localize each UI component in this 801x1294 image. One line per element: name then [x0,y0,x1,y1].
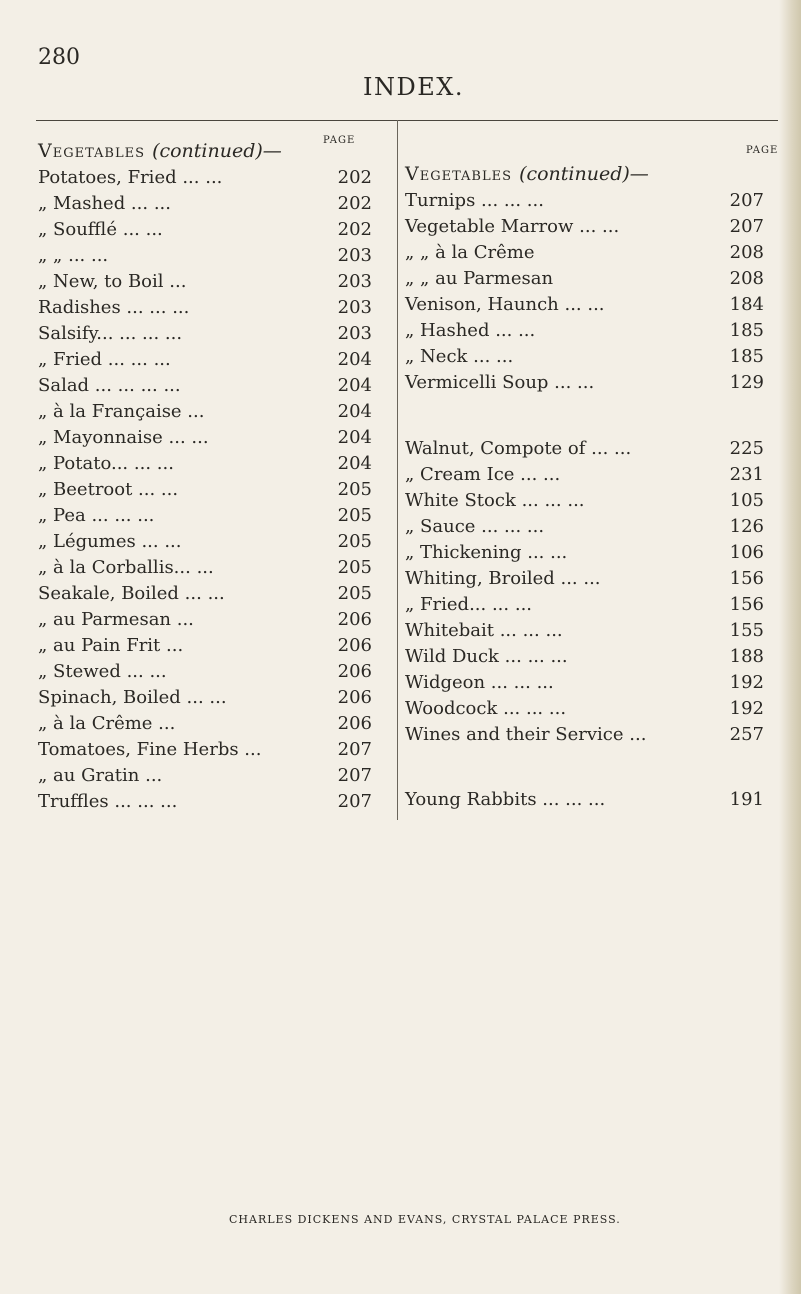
index-entry [38,789,372,815]
entry-page-number: 257 [729,724,764,745]
entry-page-number: 192 [729,698,764,719]
index-entry [38,217,372,243]
index-entry [405,344,764,370]
entry-page-number: 191 [729,789,764,810]
index-entry [38,165,372,191]
index-entry [405,214,764,240]
entry-page-number: 192 [729,672,764,693]
entry-text: „ Stewed ... ... [38,661,167,682]
right-column-header [405,163,649,185]
entry-text: White Stock ... ... ... [405,490,585,511]
entry-text: „ Hashed ... ... [405,320,536,341]
entry-page-number: 204 [337,453,372,474]
column-divider [397,120,398,820]
index-entry [38,451,372,477]
page-edge-shadow [779,0,801,1294]
entry-text: Tomatoes, Fine Herbs ... [38,739,262,760]
entry-page-number: 208 [729,242,764,263]
entry-text: „ au Gratin ... [38,765,163,786]
index-entry [38,295,372,321]
index-entry [405,292,764,318]
entry-text: Whitebait ... ... ... [405,620,563,641]
index-entry [405,618,764,644]
entry-page-number: 208 [729,268,764,289]
index-entry [405,592,764,618]
entry-page-number: 206 [337,635,372,656]
index-entry [38,503,372,529]
index-entry [405,514,764,540]
left-page-label: PAGE [323,135,356,146]
entry-page-number: 205 [337,531,372,552]
index-entry [38,269,372,295]
entry-page-number: 225 [729,438,764,459]
entry-text: „ Fried... ... ... [405,594,533,615]
entry-text: „ à la Française ... [38,401,205,422]
entry-page-number: 207 [337,739,372,760]
entry-text: „ „ à la Crême [405,242,535,263]
index-entry [405,188,764,214]
entry-text: „ Cream Ice ... ... [405,464,561,485]
entry-page-number: 185 [729,320,764,341]
entry-page-number: 204 [337,375,372,396]
entry-page-number: 204 [337,401,372,422]
index-entry [38,607,372,633]
printer-imprint: CHARLES DICKENS AND EVANS, CRYSTAL PALACE PRESS. [229,1213,621,1226]
entry-page-number: 184 [729,294,764,315]
index-entry [405,462,764,488]
entry-text: Wines and their Service ... [405,724,647,745]
entry-text: „ Mashed ... ... [38,193,171,214]
entry-page-number: 206 [337,687,372,708]
running-head: INDEX. [363,73,464,101]
left-column-header [38,140,282,162]
index-entry [38,373,372,399]
entry-text: „ Mayonnaise ... ... [38,427,209,448]
index-entry [405,240,764,266]
entry-page-number: 205 [337,479,372,500]
entry-text: Venison, Haunch ... ... [405,294,605,315]
entry-text: Potatoes, Fried ... ... [38,167,223,188]
entry-page-number: 156 [729,568,764,589]
index-entry [38,555,372,581]
right-header-suffix: (continued)— [519,163,649,185]
entry-page-number: 207 [337,765,372,786]
index-entry [38,321,372,347]
index-entry [405,266,764,292]
index-entry [38,399,372,425]
entry-text: „ au Pain Frit ... [38,635,184,656]
entry-page-number: 203 [337,271,372,292]
entry-page-number: 105 [729,490,764,511]
entry-page-number: 126 [729,516,764,537]
entry-text: Truffles ... ... ... [38,791,178,812]
index-entry [38,243,372,269]
entry-page-number: 203 [337,323,372,344]
right-header-title: Vegetables [405,163,513,185]
entry-page-number: 188 [729,646,764,667]
index-entry [405,318,764,344]
entry-page-number: 202 [337,167,372,188]
entry-page-number: 231 [729,464,764,485]
entry-page-number: 205 [337,557,372,578]
entry-page-number: 205 [337,505,372,526]
index-entry [38,477,372,503]
entry-page-number: 206 [337,661,372,682]
index-entry [38,685,372,711]
entry-text: „ Neck ... ... [405,346,514,367]
entry-text: Widgeon ... ... ... [405,672,554,693]
header-rule [36,120,778,121]
index-entry [405,370,764,396]
entry-page-number: 204 [337,427,372,448]
entry-text: „ à la Corballis... ... [38,557,214,578]
entry-page-number: 206 [337,609,372,630]
entry-text: Turnips ... ... ... [405,190,544,211]
entry-text: „ Fried ... ... ... [38,349,171,370]
entry-text: „ „ au Parmesan [405,268,554,289]
entry-text: „ au Parmesan ... [38,609,194,630]
entry-text: Salad ... ... ... ... [38,375,181,396]
index-entry [405,566,764,592]
index-entry [405,488,764,514]
entry-text: „ à la Crême ... [38,713,176,734]
entry-text: Radishes ... ... ... [38,297,190,318]
entry-page-number: 207 [729,190,764,211]
entry-text: „ New, to Boil ... [38,271,187,292]
entry-text: „ „ ... ... [38,245,109,266]
entry-text: Salsify... ... ... ... [38,323,183,344]
entry-text: „ Beetroot ... ... [38,479,179,500]
entry-page-number: 204 [337,349,372,370]
entry-page-number: 156 [729,594,764,615]
entry-text: „ Sauce ... ... ... [405,516,545,537]
left-header-suffix: (continued)— [152,140,282,162]
entry-page-number: 129 [729,372,764,393]
index-entry [405,644,764,670]
entry-text: Spinach, Boiled ... ... [38,687,227,708]
entry-text: Vegetable Marrow ... ... [405,216,620,237]
page-number: 280 [38,45,80,70]
index-entry [38,191,372,217]
entry-page-number: 203 [337,297,372,318]
index-entry [38,529,372,555]
right-page-label: PAGE [746,145,779,156]
index-entry [38,581,372,607]
entry-text: Woodcock ... ... ... [405,698,567,719]
entry-page-number: 207 [729,216,764,237]
index-entry [38,711,372,737]
entry-text: Walnut, Compote of ... ... [405,438,632,459]
entry-text: Whiting, Broiled ... ... [405,568,601,589]
index-entry [38,737,372,763]
entry-text: „ Pea ... ... ... [38,505,155,526]
index-entry [405,722,764,748]
entry-text: „ Soufflé ... ... [38,219,163,240]
entry-text: „ Légumes ... ... [38,531,182,552]
entry-text: Vermicelli Soup ... ... [405,372,595,393]
index-entry [405,540,764,566]
entry-text: „ Thickening ... ... [405,542,568,563]
index-entry [38,347,372,373]
entry-text: „ Potato... ... ... [38,453,174,474]
entry-page-number: 202 [337,193,372,214]
index-entry [405,670,764,696]
entry-page-number: 206 [337,713,372,734]
entry-text: Wild Duck ... ... ... [405,646,568,667]
index-entry [38,425,372,451]
entry-text: Seakale, Boiled ... ... [38,583,225,604]
index-entry [405,436,764,462]
index-entry [405,696,764,722]
left-header-title: Vegetables [38,140,146,162]
entry-text: Young Rabbits ... ... ... [405,789,606,810]
index-entry [38,659,372,685]
index-entry [38,763,372,789]
entry-page-number: 205 [337,583,372,604]
entry-page-number: 185 [729,346,764,367]
entry-page-number: 106 [729,542,764,563]
index-entry [405,787,764,813]
entry-page-number: 155 [729,620,764,641]
index-entry [38,633,372,659]
entry-page-number: 207 [337,791,372,812]
entry-page-number: 202 [337,219,372,240]
entry-page-number: 203 [337,245,372,266]
